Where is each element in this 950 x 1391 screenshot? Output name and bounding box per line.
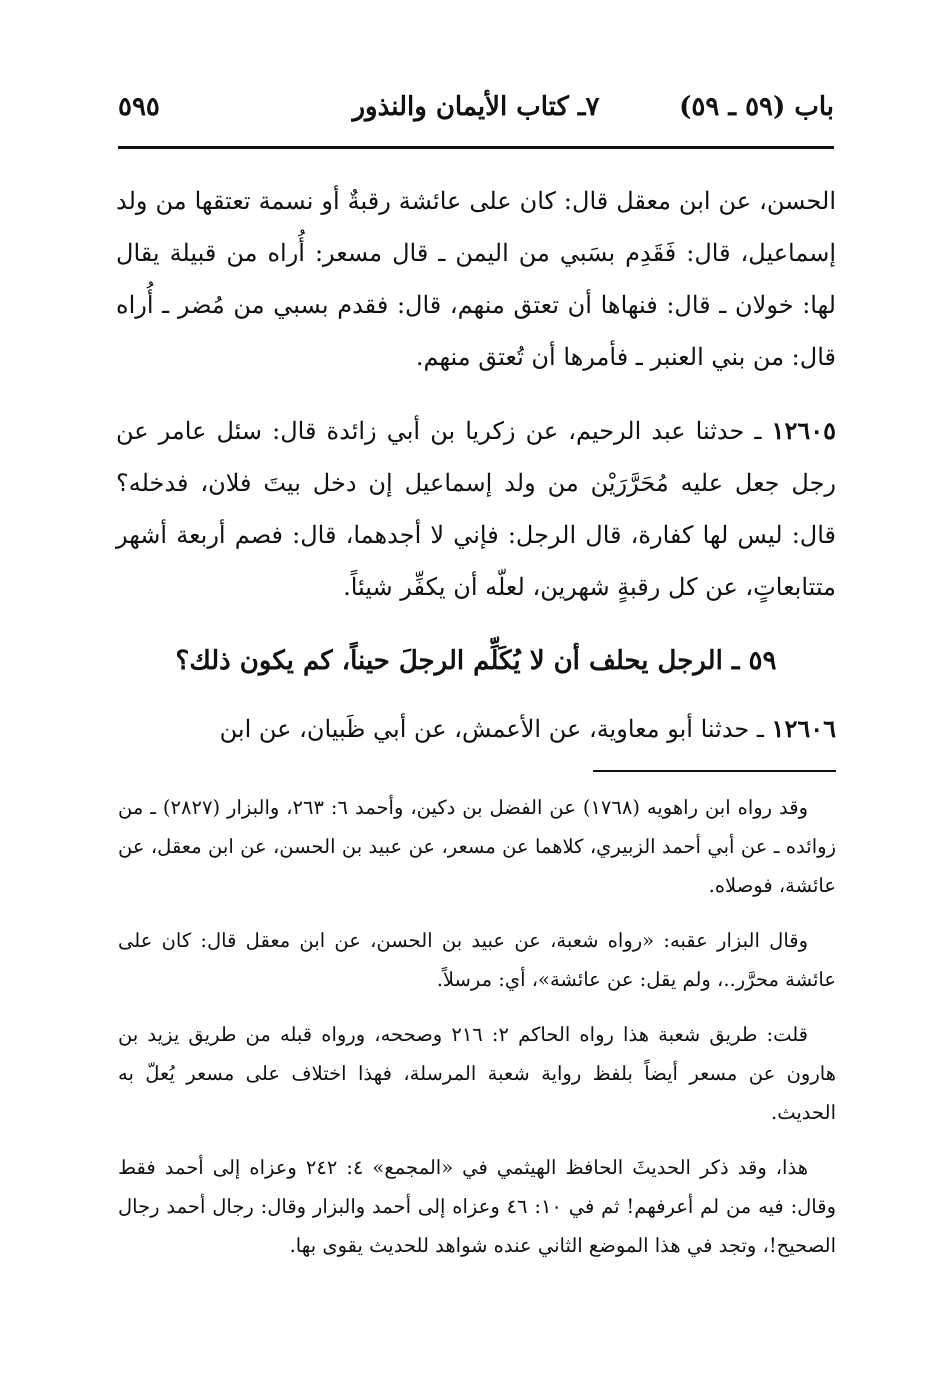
footnote-paragraph: هذا، وقد ذكر الحديثَ الحافظ الهيثمي في «المجمع» ٤: ٢٤٢ وعزاه إلى أحمد فقط وقال: فيه من لم أعرفهم! ثم في ١٠: ٤٦ وعزاه إلى أحمد والبزار وقال: رجال أحمد رجال الصحيح!، وتجد في هذا الموضع الثاني عنده شواهد للحديث يقوى بها. (118, 1156, 836, 1257)
footnotes (118, 788, 836, 1281)
paragraph-continuation: الحسن، عن ابن معقل قال: كان على عائشة رقبةٌ أو نسمة تعتقها من ولد إسماعيل، قال: فَقَدِم بسَبي من اليمن ـ قال مسعر: أُراه من قبيلة يقال لها: خولان ـ قال: فنهاها أن تعتق منهم، قال: فقدم بسبي من مُضر ـ أُراه قال: من بني العنبر ـ فأمرها أن تُعتق منهم. (116, 187, 836, 371)
footnote-paragraph: وقد رواه ابن راهويه (١٧٦٨) عن الفضل بن دكين، وأحمد ٦: ٢٦٣، والبزار (٢٨٢٧) ـ من زوائده ـ عن أبي أحمد الزبيري، كلاهما عن مسعر، عن عبيد بن الحسن، عن ابن معقل، عن عائشة، فوصلاه. (118, 796, 836, 897)
chapter-range: باب (٥٩ ـ ٥٩) (679, 92, 834, 122)
hadith-number: ١٢٦٠٦ (771, 714, 836, 743)
hadith-12605 (116, 405, 836, 613)
header-rule (118, 146, 834, 149)
hadith-text: ـ حدثنا أبو معاوية، عن الأعمش، عن أبي ظَبيان، عن ابن (219, 715, 764, 743)
footnote-paragraph: وقال البزار عقبه: «رواه شعبة، عن عبيد بن الحسن، عن ابن معقل قال: كان على عائشة محرَّر..، ولم يقل: عن عائشة»، أي: مرسلاً. (118, 929, 836, 991)
footnote-rule (593, 770, 836, 772)
hadith-text: ـ حدثنا عبد الرحيم، عن زكريا بن أبي زائدة قال: سئل عامر عن رجل جعل عليه مُحَرَّرَيْن من ولد إسماعيل إن دخل بيتَ فلان، فدخله؟ قال: ليس لها كفارة، قال الرجل: فإني لا أجدهما، قال: فصم أربعة أشهر متتابعاتٍ، عن كل رقبةٍ شهرين، لعلّه أن يكفِّر شيئاً. (116, 417, 836, 601)
hadith-12606 (116, 703, 836, 755)
running-header (118, 92, 834, 142)
page-number: ٥٩٥ (118, 92, 160, 122)
chapter-heading: ٥٩ ـ الرجل يحلف أن لا يُكَلِّم الرجلَ حيناً، كم يكون ذلك؟ (175, 646, 777, 676)
hadith-number: ١٢٦٠٥ (771, 416, 836, 445)
main-text (116, 175, 836, 755)
footnote-paragraph: قلت: طريق شعبة هذا رواه الحاكم ٢: ٢١٦ وصححه، ورواه قبله من طريق يزيد بن هارون عن مسعر أيضاً بلفظ رواية شعبة المرسلة، فهذا اختلاف على مسعر يُعلّ به الحديث. (118, 1023, 836, 1124)
book-title: ٧ـ كتاب الأيمان والنذور (352, 92, 600, 122)
